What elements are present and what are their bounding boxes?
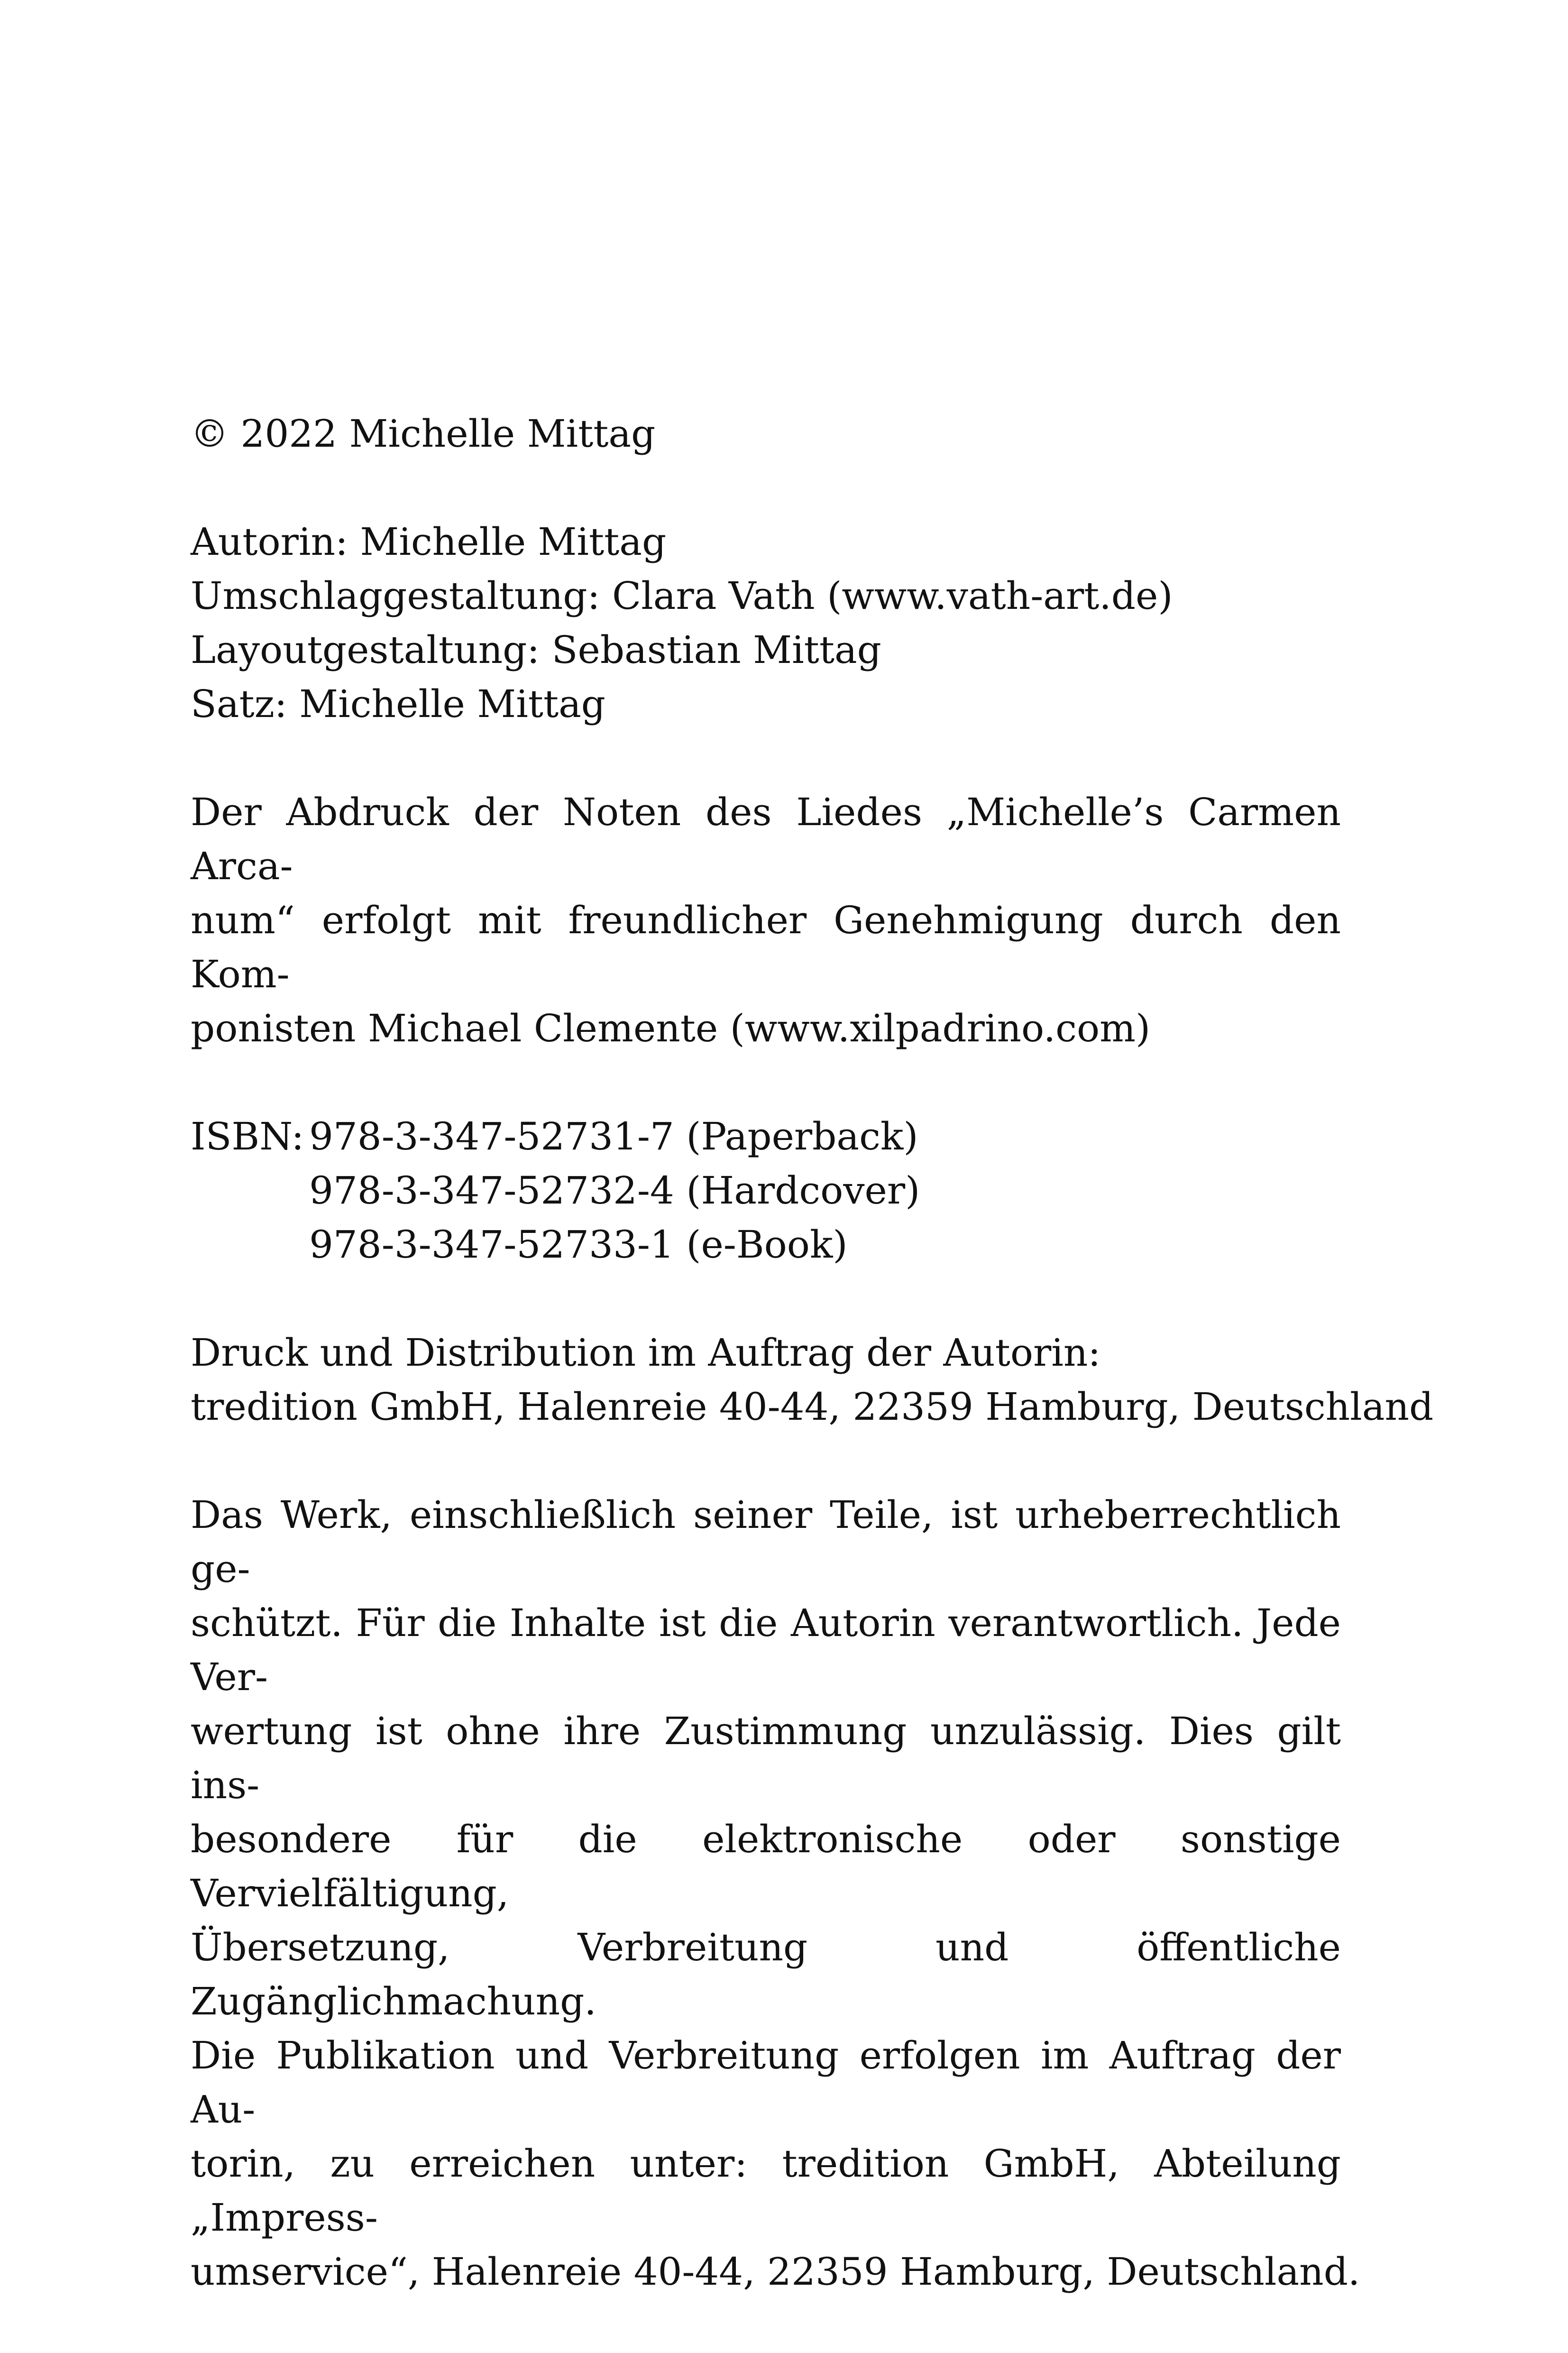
credits-block <box>191 515 1341 731</box>
credit-cover-design: Umschlaggestaltung: Clara Vath (www.vath-art.de) <box>191 574 1173 618</box>
legal-line: wertung ist ohne ihre Zustimmung unzulässig. Dies gilt ins- <box>191 1709 1341 1807</box>
isbn-ebook: 978-3-347-52733-1 (e-Book) <box>309 1222 848 1267</box>
permission-line: Der Abdruck der Noten des Liedes „Michelle’s Carmen Arca- <box>191 790 1341 888</box>
notes-permission <box>191 785 1341 1056</box>
copyright-notice <box>191 407 1341 461</box>
isbn-paperback: 978-3-347-52731-7 (Paperback) <box>309 1114 918 1158</box>
legal-line: Die Publikation und Verbreitung erfolgen im Auftrag der Au- <box>191 2033 1341 2132</box>
credit-typesetting: Satz: Michelle Mittag <box>191 682 605 726</box>
isbn-label: ISBN: <box>191 1114 304 1158</box>
legal-line: besondere für die elektronische oder sonstige Vervielfältigung, <box>191 1817 1341 1915</box>
legal-line: umservice“, Halenreie 40-44, 22359 Hamburg, Deutschland. <box>191 2250 1360 2294</box>
legal-notice <box>191 1488 1360 2299</box>
imprint-page <box>191 407 1434 2353</box>
credit-author: Autorin: Michelle Mittag <box>191 520 667 564</box>
legal-line: torin, zu erreichen unter: tredition GmbH, Abteilung „Impress- <box>191 2142 1341 2240</box>
distribution-block <box>191 1326 1434 1434</box>
permission-line: num“ erfolgt mit freundlicher Genehmigung durch den Kom- <box>191 898 1341 996</box>
permission-line: ponisten Michael Clemente (www.xilpadrino.com) <box>191 1006 1151 1050</box>
distribution-line: Druck und Distribution im Auftrag der Autorin: <box>191 1331 1101 1375</box>
legal-line: Das Werk, einschließlich seiner Teile, ist urheberrechtlich ge- <box>191 1493 1341 1591</box>
isbn-row <box>191 1164 1341 1218</box>
credit-layout-design: Layoutgestaltung: Sebastian Mittag <box>191 628 881 672</box>
legal-line: schützt. Für die Inhalte ist die Autorin verantwortlich. Jede Ver- <box>191 1601 1341 1699</box>
isbn-hardcover: 978-3-347-52732-4 (Hardcover) <box>309 1168 920 1213</box>
publisher-address: tredition GmbH, Halenreie 40-44, 22359 Hamburg, Deutschland <box>191 1385 1434 1429</box>
isbn-row <box>191 1218 1341 1272</box>
legal-line: Übersetzung, Verbreitung und öffentliche Zugänglichmachung. <box>191 1925 1341 2023</box>
copyright-line: © 2022 Michelle Mittag <box>191 412 656 456</box>
isbn-block <box>191 1110 1341 1272</box>
isbn-row <box>191 1110 1341 1164</box>
